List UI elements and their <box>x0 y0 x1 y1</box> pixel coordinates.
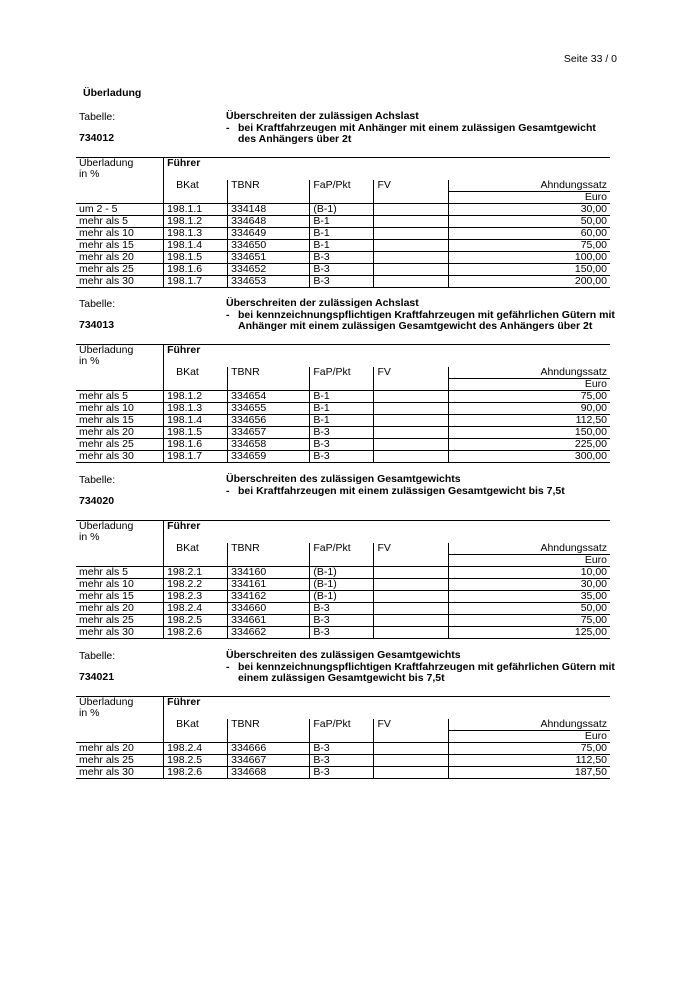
cell-fv <box>374 216 449 228</box>
cell-fv <box>374 252 449 264</box>
header-euro: Euro <box>449 192 610 204</box>
table-subtitle: bei Kraftfahrzeugen mit Anhänger mit einem zulässigen Gesamtgewicht des Anhängers über 2t <box>238 121 596 145</box>
cell-tbnr: 334667 <box>228 755 310 767</box>
header-bkat: BKat <box>164 719 228 731</box>
cell-fv <box>374 567 449 579</box>
cell-tbnr: 334668 <box>228 767 310 779</box>
cell-fv <box>374 240 449 252</box>
table-subtitle: bei kennzeichnungspflichtigen Kraftfahrzeugen mit gefährlichen Gütern mit einem zulässigen Gesamtgewicht bis 7,5t <box>238 660 615 684</box>
cell-range: mehr als 25 <box>76 615 164 627</box>
table-label: Tabelle: <box>79 298 116 310</box>
cell-tbnr: 334650 <box>228 240 310 252</box>
header-fv: FV <box>374 543 449 555</box>
cell-amount: 300,00 <box>449 451 610 463</box>
cell-fap: (B-1) <box>310 567 374 579</box>
cell-range: mehr als 20 <box>76 603 164 615</box>
cell-fap: B-1 <box>310 391 374 403</box>
header-satz: Ahndungssatz <box>449 180 610 192</box>
cell-tbnr: 334657 <box>228 427 310 439</box>
cell-tbnr: 334659 <box>228 451 310 463</box>
table-title: Überschreiten der zulässigen Achslast <box>226 297 419 309</box>
cell-bkat: 198.1.5 <box>164 427 228 439</box>
cell-bkat: 198.1.1 <box>164 204 228 216</box>
cell-amount: 75,00 <box>449 391 610 403</box>
cell-fv <box>374 427 449 439</box>
table-block-734020: Tabelle: 734020 Überschreiten des zulässigen Gesamtgewichts - bei Kraftfahrzeugen mit einem zulässigen Gesamtgewicht bis 7,5t Überladung Führer in % BKat TBNR FaP/Pkt FV Ahndungssatz Euro mehr als 5 198.2.1 334160 (B-1) 10,00 mehr als 10 198.2.2 334161 (B-1) 30,00 mehr als 15 198.2.3 334162 (B-1) 35,00 mehr als 20 198.2.4 334660 B-3 50,00 mehr als 25 198.2.5 334661 B-3 75,00 mehr als 30 198.2.6 334662 B-3 125,00 <box>76 474 610 518</box>
header-overload-unit: in % <box>79 355 100 367</box>
cell-tbnr: 334161 <box>228 579 310 591</box>
cell-range: mehr als 30 <box>76 451 164 463</box>
cell-amount: 50,00 <box>449 216 610 228</box>
cell-range: mehr als 25 <box>76 439 164 451</box>
cell-bkat: 198.1.6 <box>164 264 228 276</box>
cell-fap: B-3 <box>310 252 374 264</box>
cell-fap: B-3 <box>310 439 374 451</box>
table-row <box>76 627 610 639</box>
cell-tbnr: 334658 <box>228 439 310 451</box>
table-row <box>76 439 610 451</box>
cell-bkat: 198.2.3 <box>164 591 228 603</box>
cell-fv <box>374 451 449 463</box>
cell-amount: 75,00 <box>449 743 610 755</box>
cell-tbnr: 334660 <box>228 603 310 615</box>
table-row <box>76 603 610 615</box>
cell-fap: B-1 <box>310 240 374 252</box>
cell-bkat: 198.2.6 <box>164 627 228 639</box>
fines-table <box>76 520 610 639</box>
cell-amount: 30,00 <box>449 204 610 216</box>
cell-range: mehr als 20 <box>76 427 164 439</box>
table-title: Überschreiten des zulässigen Gesamtgewichts <box>226 649 461 661</box>
cell-amount: 60,00 <box>449 228 610 240</box>
cell-bkat: 198.1.3 <box>164 403 228 415</box>
table-row <box>76 252 610 264</box>
table-code: 734021 <box>79 671 115 683</box>
cell-tbnr: 334648 <box>228 216 310 228</box>
cell-fap: B-1 <box>310 216 374 228</box>
table-row <box>76 264 610 276</box>
cell-bkat: 198.1.7 <box>164 276 228 288</box>
header-group: Führer <box>164 521 610 533</box>
header-satz: Ahndungssatz <box>449 719 610 731</box>
cell-tbnr: 334148 <box>228 204 310 216</box>
cell-fap: B-3 <box>310 615 374 627</box>
cell-amount: 50,00 <box>449 603 610 615</box>
cell-fv <box>374 615 449 627</box>
cell-tbnr: 334653 <box>228 276 310 288</box>
cell-bkat: 198.1.6 <box>164 439 228 451</box>
cell-fv <box>374 439 449 451</box>
table-row <box>76 767 610 779</box>
table-row <box>76 228 610 240</box>
header-overload: Überladung <box>76 697 164 709</box>
header-group: Führer <box>164 345 610 357</box>
table-row <box>76 216 610 228</box>
cell-tbnr: 334666 <box>228 743 310 755</box>
cell-tbnr: 334160 <box>228 567 310 579</box>
cell-fap: B-3 <box>310 264 374 276</box>
cell-range: mehr als 10 <box>76 403 164 415</box>
cell-fap: (B-1) <box>310 204 374 216</box>
cell-fv <box>374 743 449 755</box>
cell-amount: 10,00 <box>449 567 610 579</box>
cell-amount: 112,50 <box>449 755 610 767</box>
header-bkat: BKat <box>164 367 228 379</box>
cell-fap: B-3 <box>310 451 374 463</box>
header-fap: FaP/Pkt <box>310 719 374 731</box>
cell-range: mehr als 25 <box>76 755 164 767</box>
cell-bkat: 198.2.4 <box>164 603 228 615</box>
cell-tbnr: 334651 <box>228 252 310 264</box>
table-block-734013: Tabelle: 734013 Überschreiten der zulässigen Achslast - bei kennzeichnungspflichtigen Kraftfahrzeugen mit gefährlichen Gütern mit Anhänger mit einem zulässigen Gesamtgewicht des Anhängers über 2t Überladung Führer in % BKat TBNR FaP/Pkt FV Ahndungssatz Euro mehr als 5 198.1.2 334654 B-1 75,00 mehr als 10 198.1.3 334655 B-1 90,00 mehr als 15 198.1.4 334656 B-1 112,50 mehr als 20 198.1.5 334657 B-3 150,00 mehr als 25 198.1.6 334658 B-3 225,00 mehr als 30 198.1.7 334659 B-3 300,00 <box>76 298 610 342</box>
header-satz: Ahndungssatz <box>449 543 610 555</box>
header-fap: FaP/Pkt <box>310 367 374 379</box>
cell-tbnr: 334652 <box>228 264 310 276</box>
cell-range: mehr als 15 <box>76 591 164 603</box>
cell-amount: 100,00 <box>449 252 610 264</box>
header-overload: Überladung <box>76 158 164 170</box>
header-overload-unit: in % <box>79 707 100 719</box>
cell-tbnr: 334655 <box>228 403 310 415</box>
cell-bkat: 198.1.4 <box>164 240 228 252</box>
cell-tbnr: 334649 <box>228 228 310 240</box>
cell-fv <box>374 391 449 403</box>
cell-fap: B-3 <box>310 755 374 767</box>
header-tbnr: TBNR <box>228 719 310 731</box>
cell-amount: 35,00 <box>449 591 610 603</box>
table-row <box>76 743 610 755</box>
header-tbnr: TBNR <box>228 180 310 192</box>
table-row <box>76 579 610 591</box>
table-title: Überschreiten der zulässigen Achslast <box>226 110 419 122</box>
cell-amount: 225,00 <box>449 439 610 451</box>
header-overload: Überladung <box>76 521 164 533</box>
cell-fap: B-3 <box>310 767 374 779</box>
cell-fv <box>374 204 449 216</box>
header-bkat: BKat <box>164 180 228 192</box>
header-euro: Euro <box>449 379 610 391</box>
cell-tbnr: 334654 <box>228 391 310 403</box>
fines-table <box>76 157 610 288</box>
cell-amount: 75,00 <box>449 615 610 627</box>
table-title: Überschreiten des zulässigen Gesamtgewichts <box>226 473 461 485</box>
table-row <box>76 391 610 403</box>
cell-bkat: 198.2.2 <box>164 579 228 591</box>
cell-amount: 200,00 <box>449 276 610 288</box>
cell-tbnr: 334162 <box>228 591 310 603</box>
cell-range: mehr als 15 <box>76 240 164 252</box>
table-row <box>76 240 610 252</box>
cell-range: mehr als 10 <box>76 228 164 240</box>
cell-fv <box>374 603 449 615</box>
cell-bkat: 198.1.4 <box>164 415 228 427</box>
cell-range: um 2 - 5 <box>76 204 164 216</box>
cell-fap: B-3 <box>310 627 374 639</box>
cell-fv <box>374 579 449 591</box>
table-row <box>76 567 610 579</box>
table-label: Tabelle: <box>79 650 116 662</box>
table-label: Tabelle: <box>79 474 116 486</box>
cell-fv <box>374 767 449 779</box>
cell-bkat: 198.1.5 <box>164 252 228 264</box>
cell-range: mehr als 5 <box>76 391 164 403</box>
cell-fap: (B-1) <box>310 591 374 603</box>
cell-bkat: 198.1.3 <box>164 228 228 240</box>
table-row <box>76 204 610 216</box>
header-fap: FaP/Pkt <box>310 543 374 555</box>
table-subtitle: bei kennzeichnungspflichtigen Kraftfahrzeugen mit gefährlichen Gütern mit Anhänger mit einem zulässigen Gesamtgewicht des Anhängers über 2t <box>238 308 615 332</box>
table-block-734021: Tabelle: 734021 Überschreiten des zulässigen Gesamtgewichts - bei kennzeichnungspflichtigen Kraftfahrzeugen mit gefährlichen Gütern mit einem zulässigen Gesamtgewicht bis 7,5t Überladung Führer in % BKat TBNR FaP/Pkt FV Ahndungssatz Euro mehr als 20 198.2.4 334666 B-3 75,00 mehr als 25 198.2.5 334667 B-3 112,50 mehr als 30 198.2.6 334668 B-3 187,50 <box>76 650 610 694</box>
table-label: Tabelle: <box>79 111 116 123</box>
header-tbnr: TBNR <box>228 543 310 555</box>
table-row <box>76 415 610 427</box>
cell-tbnr: 334662 <box>228 627 310 639</box>
cell-range: mehr als 15 <box>76 415 164 427</box>
cell-fv <box>374 755 449 767</box>
cell-fv <box>374 627 449 639</box>
cell-fap: B-3 <box>310 427 374 439</box>
section-title: Überladung <box>83 87 142 99</box>
cell-fap: B-1 <box>310 415 374 427</box>
header-fv: FV <box>374 719 449 731</box>
cell-amount: 112,50 <box>449 415 610 427</box>
header-overload-unit: in % <box>79 168 100 180</box>
header-overload-unit: in % <box>79 531 100 543</box>
cell-range: mehr als 30 <box>76 627 164 639</box>
header-group: Führer <box>164 697 610 709</box>
page-number: Seite 33 / 0 <box>563 53 617 65</box>
header-euro: Euro <box>449 555 610 567</box>
cell-amount: 75,00 <box>449 240 610 252</box>
cell-amount: 150,00 <box>449 264 610 276</box>
cell-fap: B-1 <box>310 403 374 415</box>
cell-bkat: 198.1.7 <box>164 451 228 463</box>
cell-fv <box>374 264 449 276</box>
header-euro: Euro <box>449 731 610 743</box>
header-fap: FaP/Pkt <box>310 180 374 192</box>
cell-bkat: 198.2.5 <box>164 615 228 627</box>
table-row <box>76 427 610 439</box>
cell-fap: B-3 <box>310 276 374 288</box>
cell-range: mehr als 5 <box>76 216 164 228</box>
table-code: 734013 <box>79 319 115 331</box>
cell-fap: B-3 <box>310 743 374 755</box>
cell-range: mehr als 20 <box>76 743 164 755</box>
cell-range: mehr als 20 <box>76 252 164 264</box>
table-code: 734020 <box>79 495 115 507</box>
cell-fap: B-3 <box>310 603 374 615</box>
fines-table <box>76 696 610 779</box>
cell-fv <box>374 591 449 603</box>
cell-fv <box>374 276 449 288</box>
fines-table <box>76 344 610 463</box>
cell-tbnr: 334656 <box>228 415 310 427</box>
cell-bkat: 198.2.6 <box>164 767 228 779</box>
cell-bkat: 198.1.2 <box>164 216 228 228</box>
cell-bkat: 198.1.2 <box>164 391 228 403</box>
header-group: Führer <box>164 158 610 170</box>
header-fv: FV <box>374 180 449 192</box>
header-overload: Überladung <box>76 345 164 357</box>
table-row <box>76 276 610 288</box>
cell-fap: B-1 <box>310 228 374 240</box>
cell-bkat: 198.2.1 <box>164 567 228 579</box>
table-row <box>76 615 610 627</box>
cell-fv <box>374 403 449 415</box>
cell-amount: 90,00 <box>449 403 610 415</box>
cell-range: mehr als 30 <box>76 276 164 288</box>
cell-amount: 150,00 <box>449 427 610 439</box>
cell-amount: 187,50 <box>449 767 610 779</box>
table-row <box>76 591 610 603</box>
table-code: 734012 <box>79 132 115 144</box>
table-row <box>76 755 610 767</box>
table-subtitle: bei Kraftfahrzeugen mit einem zulässigen Gesamtgewicht bis 7,5t <box>238 484 565 497</box>
table-block-734012: Tabelle: 734012 Überschreiten der zulässigen Achslast - bei Kraftfahrzeugen mit Anhänger mit einem zulässigen Gesamtgewicht des Anhängers über 2t Überladung Führer in % BKat TBNR FaP/Pkt FV Ahndungssatz Euro um 2 - 5 198.1.1 334148 (B-1) 30,00 mehr als 5 198.1.2 334648 B-1 50,00 mehr als 10 198.1.3 334649 B-1 60,00 mehr als 15 198.1.4 334650 B-1 75,00 mehr als 20 198.1.5 334651 B-3 100,00 mehr als 25 198.1.6 334652 B-3 150,00 mehr als 30 198.1.7 334653 B-3 200,00 <box>76 111 610 155</box>
header-fv: FV <box>374 367 449 379</box>
cell-amount: 125,00 <box>449 627 610 639</box>
cell-fap: (B-1) <box>310 579 374 591</box>
cell-amount: 30,00 <box>449 579 610 591</box>
cell-fv <box>374 228 449 240</box>
cell-tbnr: 334661 <box>228 615 310 627</box>
header-tbnr: TBNR <box>228 367 310 379</box>
cell-fv <box>374 415 449 427</box>
cell-range: mehr als 10 <box>76 579 164 591</box>
cell-bkat: 198.2.4 <box>164 743 228 755</box>
header-satz: Ahndungssatz <box>449 367 610 379</box>
cell-range: mehr als 30 <box>76 767 164 779</box>
cell-range: mehr als 25 <box>76 264 164 276</box>
cell-bkat: 198.2.5 <box>164 755 228 767</box>
table-row <box>76 451 610 463</box>
table-row <box>76 403 610 415</box>
cell-range: mehr als 5 <box>76 567 164 579</box>
header-bkat: BKat <box>164 543 228 555</box>
